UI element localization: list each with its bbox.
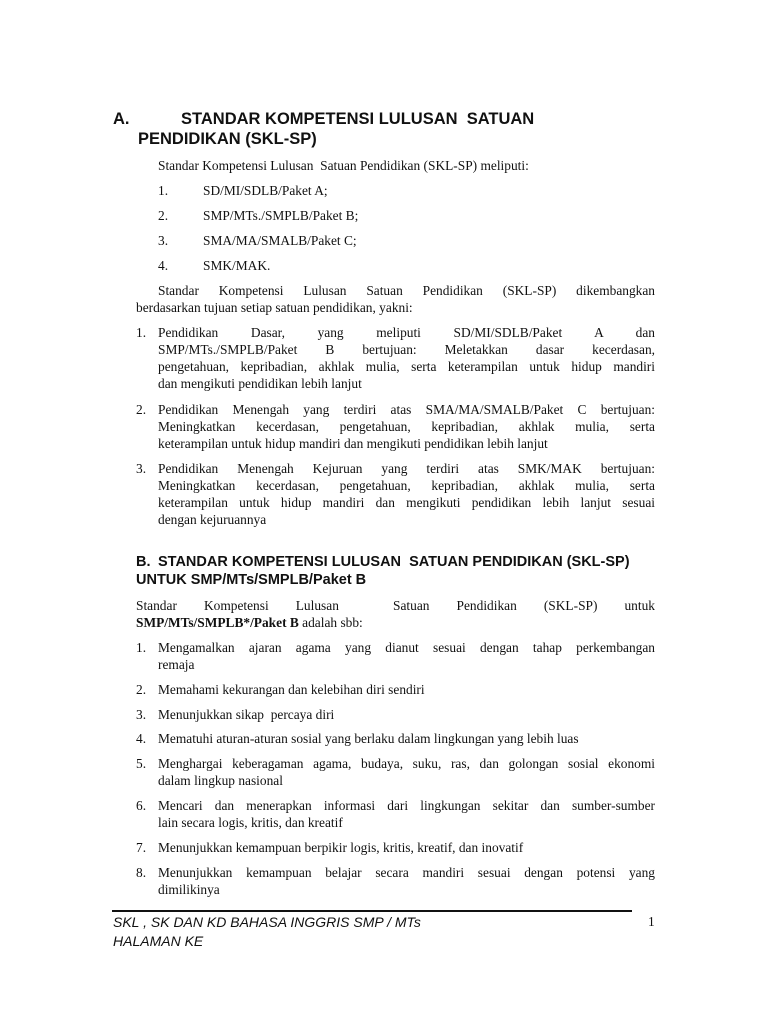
skl-line: Menunjukkan kemampuan berpikir logis, kritis, kreatif, dan inovatif	[158, 840, 524, 855]
skl-list-item	[136, 730, 655, 747]
goal-line: Pendidikan Menengah yang terdiri atas SMA/MA/SMALB/Paket C bertujuan:	[158, 402, 655, 417]
skl-list-item	[136, 706, 655, 723]
goal-list-item	[136, 401, 655, 452]
list-number: 1.	[136, 325, 147, 340]
list-text: SMP/MTs./SMPLB/Paket B;	[203, 208, 359, 223]
skl-line: remaja	[158, 657, 195, 672]
list-number: 8.	[136, 865, 147, 880]
list-number: 6.	[136, 798, 147, 813]
goal-line: Pendidikan Menengah Kejuruan yang terdiri atas SMK/MAK bertujuan:	[158, 461, 655, 476]
section-b-intro-line1: Standar Kompetensi Lulusan Satuan Pendidikan (SKL-SP) untuk	[136, 598, 655, 613]
section-a-intro: Standar Kompetensi Lulusan Satuan Pendidikan (SKL-SP) meliputi:	[158, 158, 529, 173]
section-a-paragraph-line1: Standar Kompetensi Lulusan Satuan Pendidikan (SKL-SP) dikembangkan	[158, 283, 655, 298]
section-a-letter: A.	[113, 110, 130, 128]
skl-line: Menunjukkan sikap percaya diri	[158, 707, 335, 722]
list-number: 4.	[158, 258, 169, 273]
skl-line: Memahami kekurangan dan kelebihan diri sendiri	[158, 682, 425, 697]
list-number: 2.	[136, 682, 147, 697]
section-b-intro-rest: adalah sbb:	[298, 615, 363, 630]
goal-list-item	[136, 460, 655, 528]
goal-line: dan mengikuti pendidikan lebih lanjut	[158, 376, 362, 391]
list-number: 7.	[136, 840, 147, 855]
level-list-item	[158, 182, 458, 199]
list-number: 3.	[136, 707, 147, 722]
skl-list-item	[136, 839, 655, 856]
skl-line: Menunjukkan kemampuan belajar secara mandiri sesuai dengan potensi yang	[158, 865, 655, 880]
list-number: 5.	[136, 756, 147, 771]
list-number: 1.	[136, 640, 147, 655]
skl-list-item	[136, 639, 655, 673]
level-list-item	[158, 207, 458, 224]
goal-line: pengetahuan, kepribadian, akhlak mulia, serta keterampilan untuk hidup mandiri	[158, 359, 655, 374]
goal-line: keterampilan untuk hidup mandiri dan mengikuti pendidikan lebih lanjut sesuai	[158, 495, 655, 510]
skl-line: lain secara logis, kritis, dan kreatif	[158, 815, 343, 830]
goal-line: Pendidikan Dasar, yang meliputi SD/MI/SDLB/Paket A dan	[158, 325, 655, 340]
list-number: 2.	[158, 208, 169, 223]
goal-line: dengan kejuruannya	[158, 512, 267, 527]
skl-line: Mematuhi aturan-aturan sosial yang berlaku dalam lingkungan yang lebih luas	[158, 731, 579, 746]
list-text: SMA/MA/SMALB/Paket C;	[203, 233, 357, 248]
goal-line: Meningkatkan kecerdasan, pengetahuan, kepribadian, akhlak mulia, serta	[158, 478, 655, 493]
skl-line: Mengamalkan ajaran agama yang dianut sesuai dengan tahap perkembangan	[158, 640, 655, 655]
list-text: SMK/MAK.	[203, 258, 271, 273]
skl-line: dimilikinya	[158, 882, 220, 897]
list-text: SD/MI/SDLB/Paket A;	[203, 183, 328, 198]
goal-line: Meningkatkan kecerdasan, pengetahuan, kepribadian, akhlak mulia, serta	[158, 419, 655, 434]
section-a-paragraph-line2: berdasarkan tujuan setiap satuan pendidikan, yakni:	[136, 300, 413, 315]
level-list-item	[158, 257, 458, 274]
section-b-intro-line2	[136, 614, 363, 631]
footer-page-label: HALAMAN KE	[113, 933, 204, 949]
section-a-title-line2: PENDIDIKAN (SKL-SP)	[138, 130, 317, 148]
level-list-item	[158, 232, 458, 249]
list-number: 1.	[158, 183, 169, 198]
skl-list-item	[136, 681, 655, 698]
list-number: 3.	[136, 461, 147, 476]
skl-list-item	[136, 755, 655, 789]
section-b-letter: B.	[136, 554, 151, 570]
list-number: 4.	[136, 731, 147, 746]
skl-list-item	[136, 864, 655, 898]
section-b-title-line1: STANDAR KOMPETENSI LULUSAN SATUAN PENDIDIKAN (SKL-SP)	[158, 554, 630, 570]
goal-line: keterampilan untuk hidup mandiri dan mengikuti pendidikan lebih lanjut	[158, 436, 548, 451]
section-a-title-line1: STANDAR KOMPETENSI LULUSAN SATUAN	[181, 110, 535, 128]
skl-line: Menghargai keberagaman agama, budaya, suku, ras, dan golongan sosial ekonomi	[158, 756, 655, 771]
skl-line: dalam lingkup nasional	[158, 773, 283, 788]
skl-line: Mencari dan menerapkan informasi dari lingkungan sekitar dan sumber-sumber	[158, 798, 655, 813]
goal-list-item	[136, 324, 655, 392]
section-b-title-line2: UNTUK SMP/MTs/SMPLB/Paket B	[136, 572, 367, 588]
footer-divider	[112, 910, 632, 912]
goal-line: SMP/MTs./SMPLB/Paket B bertujuan: Meletakkan dasar kecerdasan,	[158, 342, 655, 357]
section-b-intro-bold: SMP/MTs/SMPLB*/Paket B	[136, 615, 299, 630]
list-number: 3.	[158, 233, 169, 248]
footer-title: SKL , SK DAN KD BAHASA INGGRIS SMP / MTs	[113, 914, 421, 930]
skl-list-item	[136, 797, 655, 831]
list-number: 2.	[136, 402, 147, 417]
page-number: 1	[648, 914, 655, 929]
